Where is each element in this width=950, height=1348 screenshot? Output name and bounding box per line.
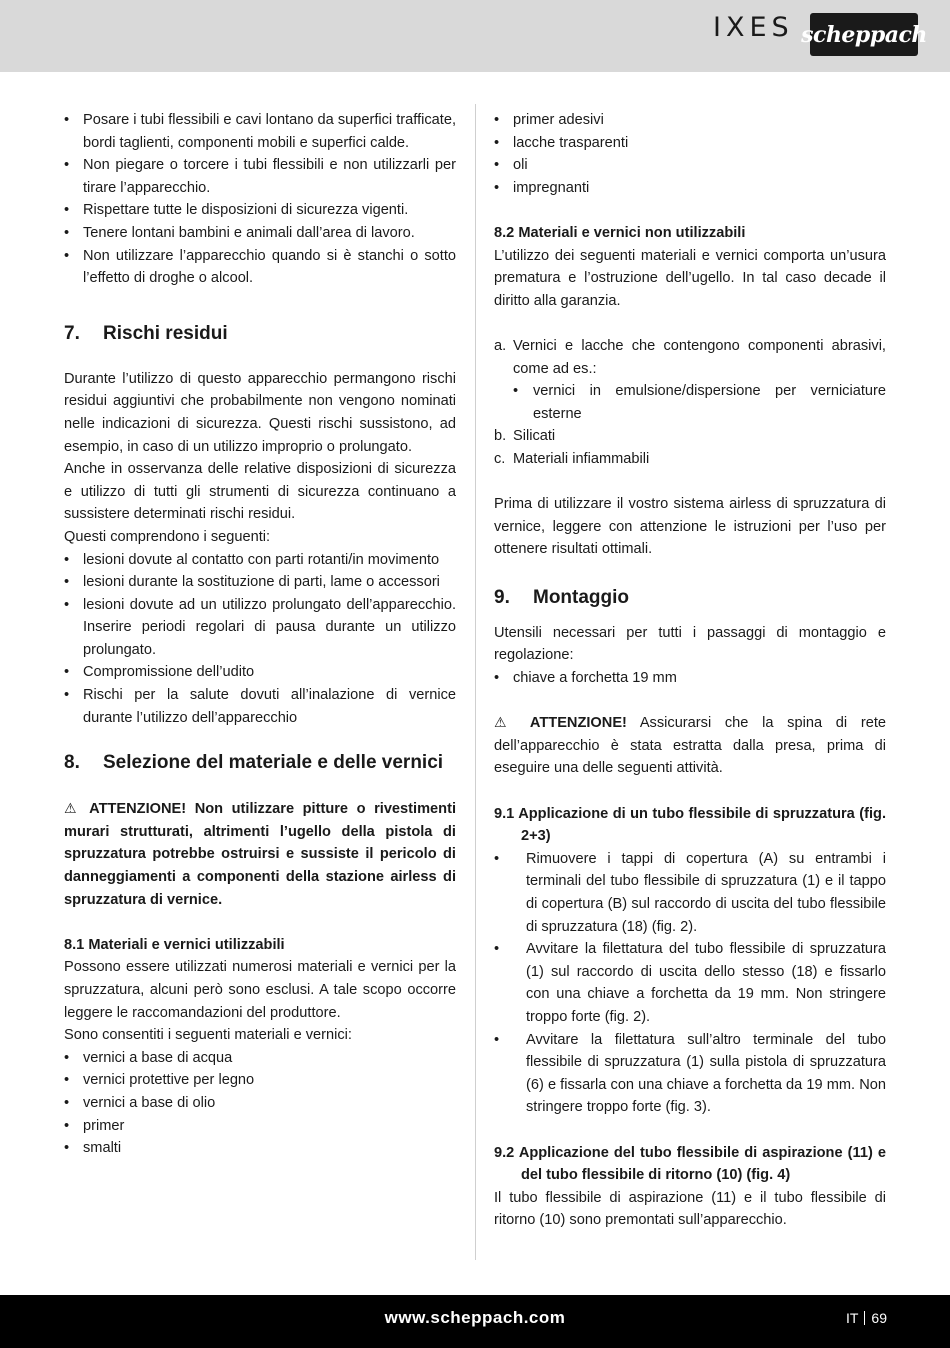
scheppach-logo-text: scheppach <box>801 21 927 48</box>
list-item: • smalti <box>64 1137 456 1160</box>
scheppach-logo <box>801 13 927 56</box>
list-item: • Non utilizzare l’apparecchio quando si è stanchi o sotto l’effetto di droghe o alcool. <box>64 245 456 290</box>
page-footer <box>0 1295 950 1348</box>
list-item: • Posare i tubi flessibili e cavi lontano da superfici trafficate, bordi taglienti, componenti mobili e superfici calde. <box>64 109 456 154</box>
list-item: • Non piegare o torcere i tubi flessibili e non utilizzarli per tirare l’apparecchio. <box>64 154 456 199</box>
subsection-9-2-heading: 9.2 Applicazione del tubo flessibile di aspirazione (11) e del tubo flessibile di ritorno (10) (fig. 4) <box>494 1144 886 1184</box>
paragraph: Sono consentiti i seguenti materiali e vernici: <box>64 1027 352 1044</box>
separator <box>864 1311 865 1325</box>
paragraph: Anche in osservanza delle relative disposizioni di sicurezza e utilizzo di tutti gli strumenti di sicurezza continuano a sussistere determinati rischi residui. <box>64 461 456 523</box>
paragraph: Questi comprendono i seguenti: <box>64 528 271 545</box>
paragraph: L’utilizzo dei seguenti materiali e vernici comporta un’usura prematura e l’ostruzione dell’ugello. In tal caso decade il diritto alla garanzia. <box>494 247 886 309</box>
list-item: • vernici protettive per legno <box>64 1069 456 1092</box>
list-item: • vernici a base di olio <box>64 1092 456 1115</box>
warning-text: Assicurarsi che la spina di rete dell’apparecchio è stata estratta dalla presa, prima di eseguire una delle seguenti attività. <box>494 715 886 777</box>
list-item: • lacche trasparenti <box>494 132 886 155</box>
section-number: 8. <box>64 752 80 774</box>
list-item: • Rispettare tutte le disposizioni di sicurezza vigenti. <box>64 199 456 222</box>
subsection-8-1-heading: 8.1 Materiali e vernici utilizzabili <box>64 936 285 953</box>
paragraph: Possono essere utilizzati numerosi materiali e vernici per la spruzzatura, alcuni però sono esclusi. A tale scopo occorre leggere le raccomandazioni del produttore. <box>64 959 456 1021</box>
list-item: • vernici in emulsione/dispersione per verniciature esterne <box>494 380 886 425</box>
paragraph: Utensili necessari per tutti i passaggi di montaggio e regolazione: <box>494 624 886 664</box>
section-title: Selezione del materiale e delle vernici <box>103 752 444 774</box>
alpha-text: Vernici e lacche che contengono componenti abrasivi, come ad es.: <box>513 337 886 377</box>
page-indicator <box>846 1310 887 1326</box>
list-item: • Compromissione dell’udito <box>64 661 456 684</box>
ixes-logo: IXES <box>713 12 794 43</box>
section-7-heading <box>64 322 456 345</box>
abrasive-sub-list <box>494 380 886 425</box>
page-header <box>0 0 950 72</box>
list-item: • Rischi per la salute dovuti all’inalazione di vernice durante l’utilizzo dell’apparecchio <box>64 684 456 729</box>
section-title: Montaggio <box>533 586 630 608</box>
list-item: • primer <box>64 1115 456 1138</box>
left-column <box>64 109 456 1160</box>
warning-text: ATTENZIONE! Non utilizzare pitture o rivestimenti murari strutturati, altrimenti l’ugello della pistola di spruzzatura potrebbe ostruirsi e sussiste il pericolo di danneggiamenti a componenti della stazione airless di spruzzatura di vernice. <box>64 801 457 908</box>
list-item: • lesioni dovute al contatto con parti rotanti/in movimento <box>64 549 456 572</box>
alpha-key: a. <box>494 337 507 354</box>
spray-hose-steps <box>494 848 886 1119</box>
alpha-list-item <box>494 425 886 448</box>
section-number: 9. <box>494 586 510 608</box>
subsection-8-2-heading: 8.2 Materiali e vernici non utilizzabili <box>494 224 746 241</box>
column-divider <box>475 104 476 1260</box>
paragraph: Il tubo flessibile di aspirazione (11) e il tubo flessibile di ritorno (10) sono premontati sull’apparecchio. <box>494 1189 886 1229</box>
usable-materials-list <box>64 1047 456 1160</box>
warning-icon: ⚠ <box>494 715 517 732</box>
list-item: • Avvitare la filettatura del tubo flessibile di spruzzatura (1) sul raccordo di uscita dello stesso (18) e fissarlo con una chiave a forchetta da 19 mm. Non stringere troppo forte (fig. 2). <box>494 938 886 1028</box>
alpha-list-item <box>494 335 886 380</box>
list-item: • impregnanti <box>494 177 886 200</box>
warning-paragraph <box>494 712 886 780</box>
list-item: • oli <box>494 154 886 177</box>
website-url: www.scheppach.com <box>384 1308 566 1327</box>
warning-icon: ⚠ <box>64 801 82 818</box>
intro-bullet-list <box>64 109 456 290</box>
list-item: • Avvitare la filettatura sull’altro terminale del tubo flessibile di spruzzatura (1) sulla pistola di spruzzatura (6) e fissarla con una chiave a forchetta da 19 mm. Non stringere troppo forte (fig. 3). <box>494 1029 886 1119</box>
subsection-9-1-heading: 9.1 Applicazione di un tubo flessibile di spruzzatura (fig. 2+3) <box>494 805 886 845</box>
tools-list <box>494 667 886 690</box>
paragraph: Prima di utilizzare il vostro sistema airless di spruzzatura di vernice, leggere con attenzione le istruzioni per l’uso per ottenere risultati ottimali. <box>494 496 886 558</box>
alpha-key: c. <box>494 450 506 467</box>
alpha-text: Materiali infiammabili <box>513 450 650 467</box>
section-9-heading <box>494 586 886 609</box>
warning-label: ATTENZIONE! <box>529 715 627 732</box>
right-column <box>494 109 886 1232</box>
alpha-text: Silicati <box>513 428 556 445</box>
list-item: • chiave a forchetta 19 mm <box>494 667 886 690</box>
list-item: • lesioni durante la sostituzione di parti, lame o accessori <box>64 571 456 594</box>
list-item: • Tenere lontani bambini e animali dall’area di lavoro. <box>64 222 456 245</box>
section-number: 7. <box>64 322 80 344</box>
page-number: 69 <box>871 1310 887 1326</box>
section-8-heading <box>64 751 456 774</box>
list-item: • Rimuovere i tappi di copertura (A) su entrambi i terminali del tubo flessibile di spruzzatura (1) e il tappo di copertura (B) sul raccordo di uscita del tubo flessibile di spruzzatura (18) (fig. 2). <box>494 848 886 938</box>
residual-risks-list <box>64 549 456 730</box>
warning-paragraph <box>64 798 456 911</box>
paragraph: Durante l’utilizzo di questo apparecchio permangono rischi residui aggiuntivi che probabilmente non vengono nominati nelle indicazioni di sicurezza. Questi rischi sussistono, ad esempio, in caso di un utilizzo improprio o prolungato. <box>64 370 456 455</box>
alpha-key: b. <box>494 428 507 445</box>
section-title: Rischi residui <box>103 322 228 344</box>
language-code: IT <box>845 1310 859 1326</box>
list-item: • vernici a base di acqua <box>64 1047 456 1070</box>
alpha-list-item <box>494 448 886 471</box>
usable-materials-list-continued <box>494 109 886 199</box>
list-item: • primer adesivi <box>494 109 886 132</box>
list-item: • lesioni dovute ad un utilizzo prolungato dell’apparecchio. Inserire periodi regolari di pausa durante un utilizzo prolungato. <box>64 594 456 662</box>
